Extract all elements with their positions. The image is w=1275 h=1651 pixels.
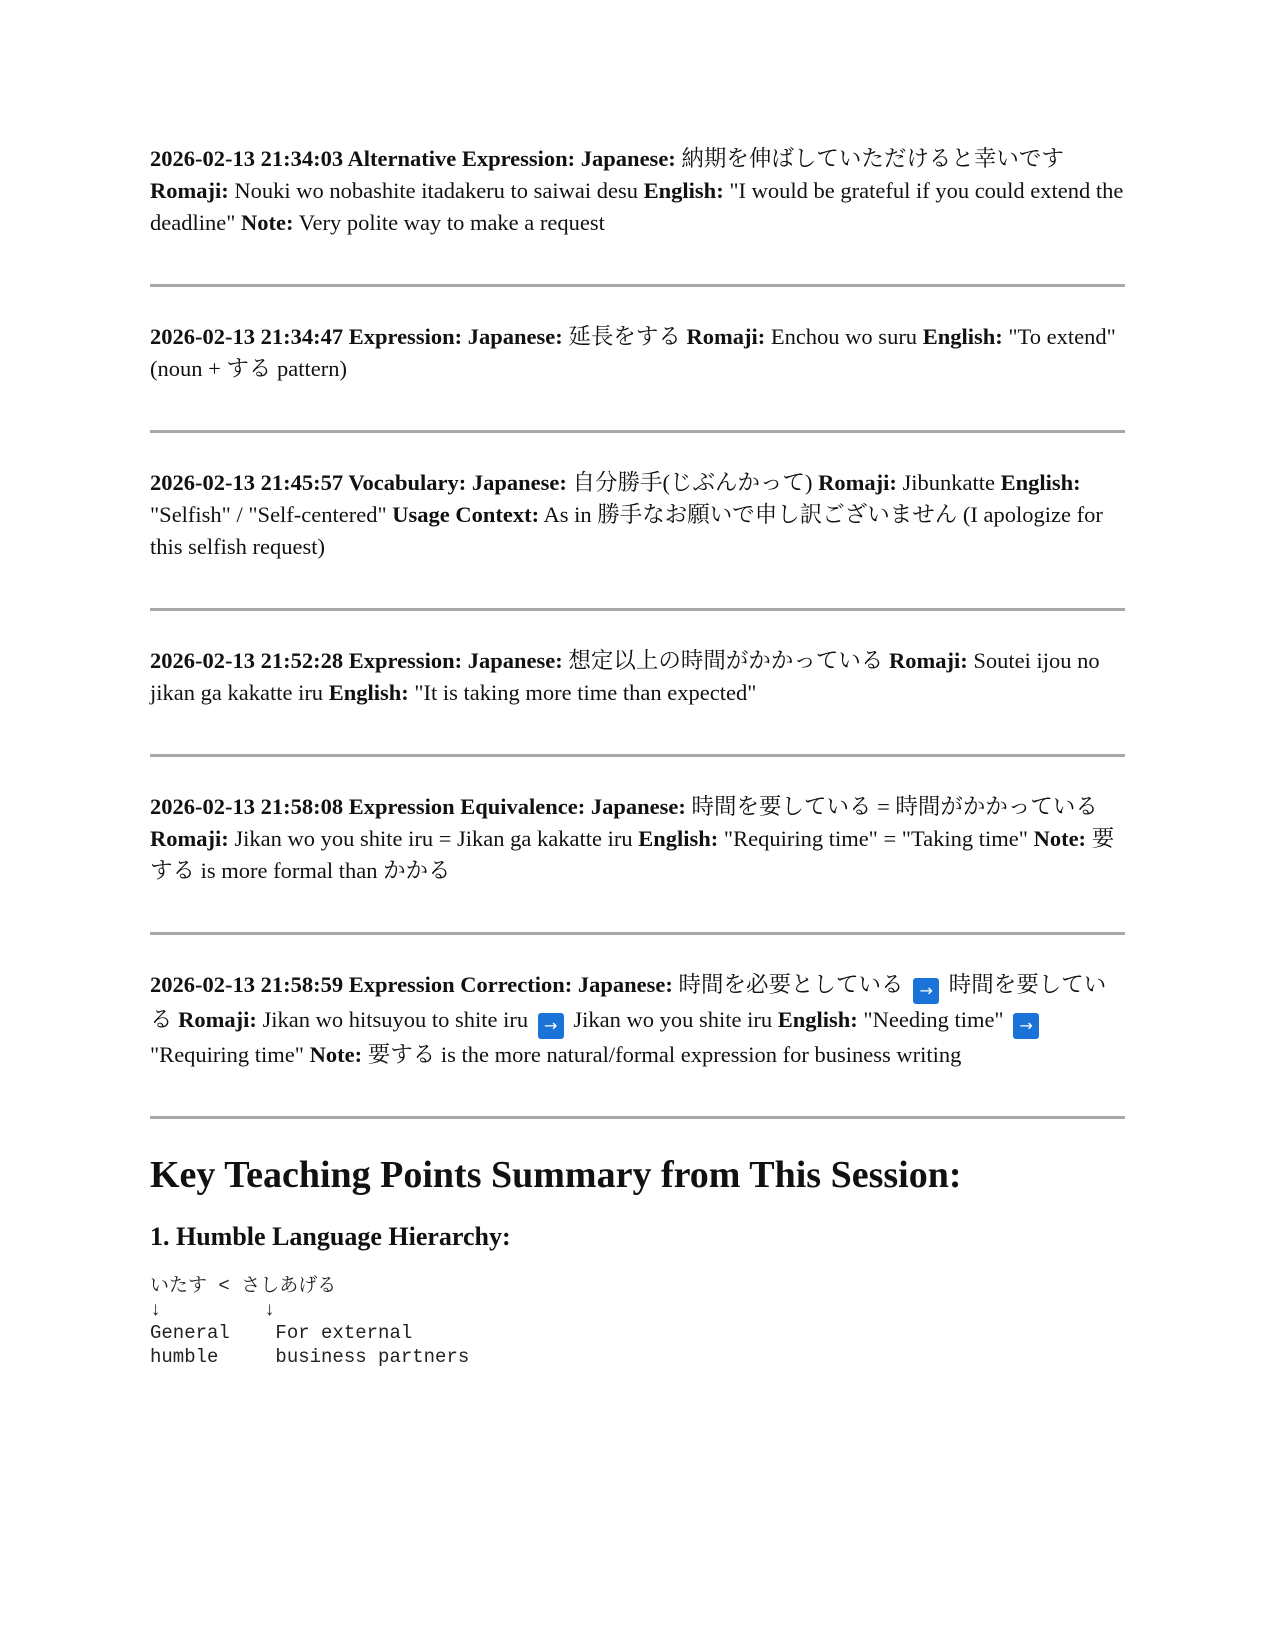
japanese-original: 時間を必要としている xyxy=(678,972,904,997)
romaji-label: Romaji: xyxy=(178,1007,257,1032)
entry-timestamp-type: 2026-02-13 21:34:47 Expression: xyxy=(150,324,463,349)
english-corrected: "Requiring time" xyxy=(150,1042,304,1067)
entry-timestamp-type: 2026-02-13 21:58:08 Expression Equivalence: xyxy=(150,794,586,819)
japanese-corrected: 時間を要している xyxy=(150,972,1107,1032)
romaji-label: Romaji: xyxy=(818,470,897,495)
japanese-label: Japanese: xyxy=(467,648,563,673)
usage-text: As in 勝手なお願いで申し訳ございません (I apologize for this selfish request) xyxy=(150,502,1103,559)
english-original: "Needing time" xyxy=(863,1007,1004,1032)
right-arrow-icon: → xyxy=(1013,1013,1039,1039)
romaji-text: Jibunkatte xyxy=(902,470,995,495)
japanese-text: 納期を伸ばしていただけると幸いです xyxy=(681,146,1064,171)
note-text: Very polite way to make a request xyxy=(298,210,605,235)
note-text: 要する is the more natural/formal expression for business writing xyxy=(367,1042,962,1067)
hierarchy-diagram: いたす < さしあげる ↓ ↓ General For external humble business partners xyxy=(150,1275,470,1368)
romaji-label: Romaji: xyxy=(686,324,766,349)
log-entry-equivalence xyxy=(150,791,1125,887)
japanese-text: 自分勝手(じぶんかって) xyxy=(572,470,813,495)
english-label: English: xyxy=(777,1007,858,1032)
log-entry-correction xyxy=(150,969,1125,1071)
japanese-label: Japanese: xyxy=(580,146,676,171)
romaji-text: Jikan wo you shite iru = Jikan ga kakatte iru xyxy=(234,826,633,851)
japanese-label: Japanese: xyxy=(471,470,567,495)
note-label: Note: xyxy=(309,1042,363,1067)
english-text: "Selfish" / "Self-centered" xyxy=(150,502,387,527)
english-text: "I would be grateful if you could extend the deadline" xyxy=(150,178,1124,235)
log-entry-extend xyxy=(150,321,1125,385)
entry-timestamp-type: 2026-02-13 21:52:28 Expression: xyxy=(150,648,463,673)
right-arrow-icon: → xyxy=(538,1013,564,1039)
romaji-text: Soutei ijou no jikan ga kakatte iru xyxy=(150,648,1100,705)
english-label: English: xyxy=(638,826,719,851)
document-body xyxy=(150,0,1125,1369)
entry-timestamp-type: 2026-02-13 21:34:03 Alternative Expression: xyxy=(150,146,576,171)
log-entry-more-time xyxy=(150,645,1125,709)
japanese-text: 延長をする xyxy=(568,324,681,349)
entry-timestamp-type: 2026-02-13 21:58:59 Expression Correction: xyxy=(150,972,573,997)
romaji-corrected: Jikan wo you shite iru xyxy=(573,1007,773,1032)
japanese-text: 想定以上の時間がかかっている xyxy=(568,648,884,673)
romaji-label: Romaji: xyxy=(888,648,968,673)
english-label: English: xyxy=(1000,470,1081,495)
entry-timestamp-type: 2026-02-13 21:45:57 Vocabulary: xyxy=(150,470,467,495)
romaji-original: Jikan wo hitsuyou to shite iru xyxy=(262,1007,529,1032)
summary-heading: Key Teaching Points Summary from This Session: xyxy=(150,1154,962,1196)
english-text: "It is taking more time than expected" xyxy=(414,680,757,705)
romaji-text: Enchou wo suru xyxy=(770,324,918,349)
japanese-label: Japanese: xyxy=(467,324,563,349)
japanese-text: 時間を要している = 時間がかかっている xyxy=(691,794,1098,819)
point-heading: 1. Humble Language Hierarchy: xyxy=(150,1222,511,1251)
romaji-label: Romaji: xyxy=(150,826,229,851)
right-arrow-icon: → xyxy=(913,978,939,1004)
note-label: Note: xyxy=(241,210,294,235)
english-label: English: xyxy=(922,324,1003,349)
romaji-text: Nouki wo nobashite itadakeru to saiwai desu xyxy=(234,178,639,203)
log-entry-deadline-extension xyxy=(150,143,1125,239)
english-label: English: xyxy=(328,680,409,705)
note-label: Note: xyxy=(1033,826,1087,851)
english-text: "Requiring time" = "Taking time" xyxy=(723,826,1028,851)
romaji-label: Romaji: xyxy=(150,178,229,203)
english-text: "To extend" (noun + する pattern) xyxy=(150,324,1116,381)
usage-label: Usage Context: xyxy=(392,502,540,527)
japanese-label: Japanese: xyxy=(590,794,686,819)
english-label: English: xyxy=(643,178,724,203)
note-text: 要する is more formal than かかる xyxy=(150,826,1115,883)
japanese-label: Japanese: xyxy=(577,972,673,997)
log-entry-selfish xyxy=(150,467,1125,563)
